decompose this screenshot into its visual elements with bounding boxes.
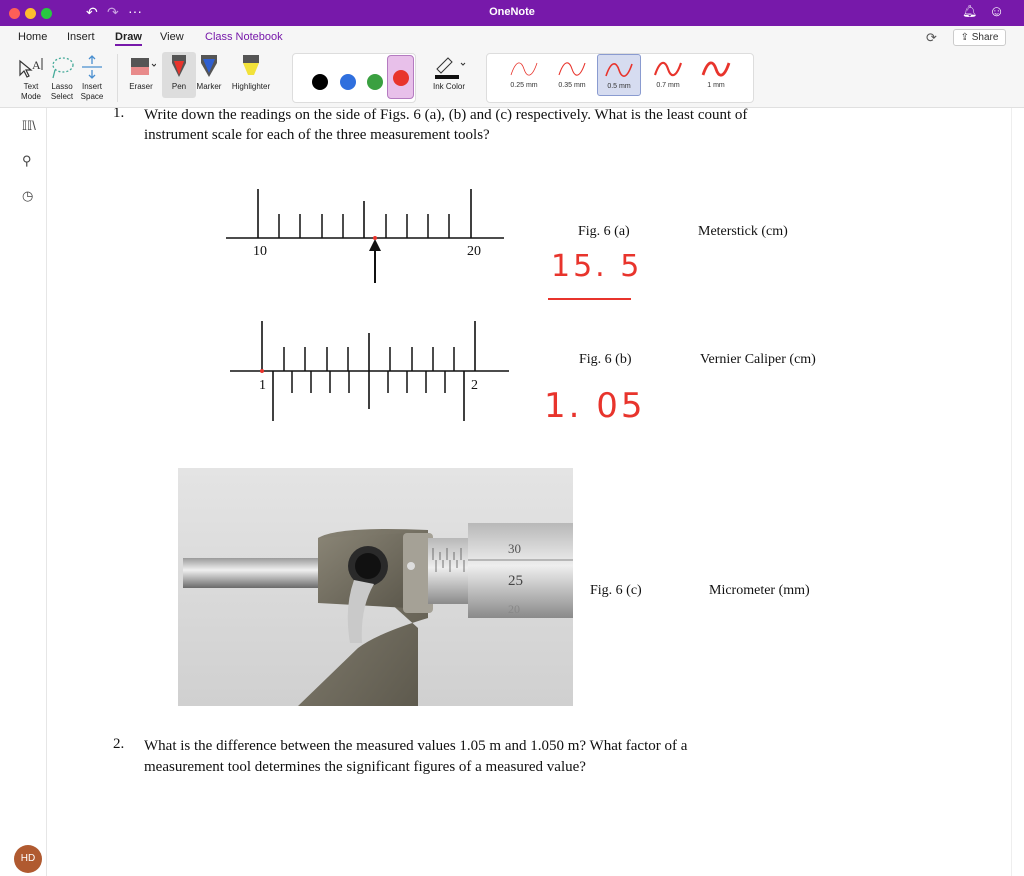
sync-icon[interactable]: ⟳ xyxy=(926,30,937,45)
thickness-035[interactable] xyxy=(550,54,594,96)
highlighter-button[interactable] xyxy=(228,52,274,92)
tab-home[interactable]: Home xyxy=(18,31,48,43)
red-pen-swatch-selected[interactable] xyxy=(387,55,414,99)
tab-class-notebook[interactable]: Class Notebook xyxy=(205,31,283,43)
recent-clock-icon[interactable]: ◷ xyxy=(22,188,34,203)
tab-view[interactable]: View xyxy=(160,31,184,43)
thickness-label: 0.25 mm xyxy=(510,82,538,89)
thimble-mark-25: 25 xyxy=(508,573,523,589)
insert-space-label: Insert Space xyxy=(80,82,104,101)
fig-6c-tool: Micrometer (mm) xyxy=(709,583,810,598)
marker-label: Marker xyxy=(196,82,222,91)
thickness-label: 1 mm xyxy=(707,82,725,89)
micrometer-photo xyxy=(178,468,573,706)
pen-icon xyxy=(162,52,196,82)
thimble-mark-20: 20 xyxy=(508,602,520,616)
thickness-label: 0.5 mm xyxy=(607,83,631,90)
question-2-number: 2. xyxy=(113,736,125,752)
eraser-button[interactable] xyxy=(124,52,158,92)
insert-space-icon xyxy=(75,52,109,82)
stroke-sample-icon xyxy=(603,59,635,81)
question-1-number: 1. xyxy=(113,108,125,121)
marker-button[interactable] xyxy=(192,52,226,92)
redo-icon[interactable]: ↷ xyxy=(107,4,119,20)
fig-6b-label: Fig. 6 (b) xyxy=(579,352,632,367)
thickness-1[interactable] xyxy=(694,54,738,96)
question-2-line-1: What is the difference between the measured values 1.05 m and 1.050 m? What factor of a xyxy=(144,738,688,754)
black-pen-swatch[interactable] xyxy=(312,74,328,90)
meterstick-tick-20: 20 xyxy=(467,244,481,259)
vernier-tick-1: 1 xyxy=(259,378,266,393)
question-1-line-2: instrument scale for each of the three measurement tools? xyxy=(144,127,490,143)
fig-6b-tool: Vernier Caliper (cm) xyxy=(700,352,816,367)
vernier-tick-2: 2 xyxy=(471,378,478,393)
search-icon[interactable]: ⚲ xyxy=(22,153,32,168)
app-title: OneNote xyxy=(489,6,535,18)
notebooks-icon[interactable]: 𝕀𝕀\ xyxy=(22,118,36,133)
green-pen-swatch[interactable] xyxy=(367,74,383,90)
feedback-smiley-icon[interactable]: ☺ xyxy=(989,3,1005,20)
ink-color-icon xyxy=(430,52,468,82)
svg-text:A: A xyxy=(32,58,41,72)
tab-draw[interactable]: Draw xyxy=(115,31,142,46)
lasso-select-button[interactable] xyxy=(45,52,79,102)
lasso-select-label: Lasso Select xyxy=(50,82,74,101)
share-icon: ⇪ xyxy=(960,32,969,43)
stroke-sample-icon xyxy=(508,58,540,80)
eraser-icon xyxy=(124,52,158,82)
answer-underline xyxy=(548,298,631,300)
left-sidebar xyxy=(13,108,47,876)
vertical-scrollbar[interactable] xyxy=(1011,108,1024,876)
thickness-label: 0.35 mm xyxy=(558,82,586,89)
question-2-line-2: measurement tool determines the significant figures of a measured value? xyxy=(144,759,586,775)
undo-icon[interactable]: ↶ xyxy=(86,4,98,20)
blue-pen-swatch[interactable] xyxy=(340,74,356,90)
stroke-sample-icon xyxy=(652,58,684,80)
eraser-label: Eraser xyxy=(129,82,153,91)
ink-color-button[interactable] xyxy=(430,52,468,92)
text-mode-icon xyxy=(14,52,48,82)
ink-color-label: Ink Color xyxy=(432,82,465,91)
pen-button[interactable] xyxy=(162,52,196,98)
more-icon[interactable]: ··· xyxy=(128,3,142,19)
text-mode-button[interactable] xyxy=(14,52,48,102)
title-bar xyxy=(0,0,1024,26)
question-1-line-1: Write down the readings on the side of Figs. 6 (a), (b) and (c) respectively. What is the least count of xyxy=(144,108,748,123)
draw-ribbon xyxy=(0,48,1024,108)
thickness-025[interactable] xyxy=(502,54,546,96)
highlighter-label: Highlighter xyxy=(231,82,271,91)
avatar[interactable]: HD xyxy=(14,845,42,873)
lasso-icon xyxy=(45,52,79,82)
bell-icon[interactable]: 🔔︎ xyxy=(962,4,978,18)
stroke-sample-icon xyxy=(556,58,588,80)
thickness-label: 0.7 mm xyxy=(656,82,680,89)
page-canvas[interactable] xyxy=(48,108,1011,876)
fig-6a-tool: Meterstick (cm) xyxy=(698,224,788,239)
thickness-07[interactable] xyxy=(646,54,690,96)
share-button[interactable] xyxy=(953,29,1006,46)
insert-space-button[interactable] xyxy=(75,52,109,102)
vernier-caliper-figure xyxy=(223,313,518,428)
marker-icon xyxy=(192,52,226,82)
meterstick-figure xyxy=(218,183,508,293)
divider xyxy=(117,54,118,102)
thickness-05-selected[interactable] xyxy=(597,54,641,96)
tab-insert[interactable]: Insert xyxy=(67,31,95,43)
red-pen-dot xyxy=(393,70,409,86)
fig-6a-label: Fig. 6 (a) xyxy=(578,224,630,239)
fig-6c-label: Fig. 6 (c) xyxy=(590,583,642,598)
handwritten-answer-b: 1. 05 xyxy=(544,386,646,426)
handwritten-answer-a: 15. 5 xyxy=(551,249,643,284)
ribbon-tabs xyxy=(0,26,1024,48)
text-mode-label: Text Mode xyxy=(20,82,41,101)
meterstick-tick-10: 10 xyxy=(253,244,267,259)
highlighter-icon xyxy=(228,52,274,82)
pen-label: Pen xyxy=(171,82,187,91)
stroke-sample-icon xyxy=(700,58,732,80)
thimble-mark-30: 30 xyxy=(508,541,521,556)
share-label: Share xyxy=(971,32,999,43)
